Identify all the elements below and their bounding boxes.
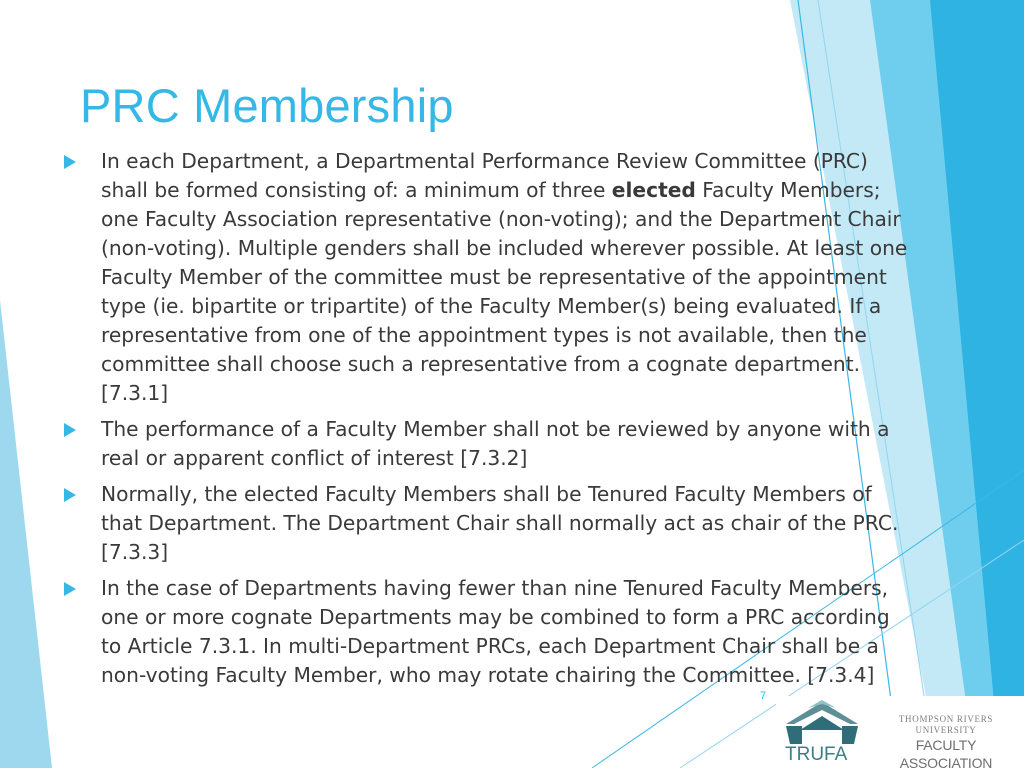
logo-wordmark: TRUFA	[785, 744, 848, 765]
bullet-arrow-icon	[64, 582, 76, 596]
bullet-item	[62, 415, 912, 473]
left-accent-shape	[0, 300, 52, 768]
bullet-emphasis: elected	[611, 178, 696, 202]
bullet-list	[62, 147, 912, 697]
bullet-text: In each Department, a Departmental Performance Review Committee (PRC) shall be formed consisting of: a minimum of three	[101, 149, 868, 202]
trufa-logo	[776, 696, 1024, 771]
bullet-arrow-icon	[64, 488, 76, 502]
bullet-arrow-icon	[64, 155, 76, 169]
org-name-line: UNIVERSITY	[915, 725, 977, 735]
trufa-logo-icon	[782, 698, 862, 746]
slide-title: PRC Membership	[80, 79, 454, 132]
bullet-item	[62, 147, 912, 408]
bullet-text: In the case of Departments having fewer than nine Tenured Faculty Members, one or more cognate Departments may be combined to form a PRC according to Article 7.3.1. In multi-Department PRCs, each Department Chair shall be a non-voting Faculty Member, who may rotate chairing the Committee. [7.3.4]	[101, 576, 890, 687]
org-name-line: FACULTY ASSOCIATION	[899, 737, 993, 771]
bullet-item	[62, 480, 912, 567]
organization-name	[870, 714, 1022, 772]
bullet-item	[62, 574, 912, 690]
page-number: 7	[760, 690, 767, 702]
bullet-text: The performance of a Faculty Member shall not be reviewed by anyone with a real or apparent conflict of interest [7.3.2]	[101, 417, 890, 470]
bullet-arrow-icon	[64, 423, 76, 437]
bullet-text: Normally, the elected Faculty Members shall be Tenured Faculty Members of that Department. The Department Chair shall normally act as chair of the PRC. [7.3.3]	[101, 482, 899, 564]
bullet-text: Faculty Members; one Faculty Association representative (non-voting); and the Department Chair (non-voting). Multiple genders shall be included wherever possible. At least one Faculty Member of the committee must be representative of the appointment type (ie. bipartite or tripartite) of the Faculty Member(s) being evaluated. If a representative from one of the appointment types is not available, then the committee shall choose such a representative from a cognate department.[7.3.1]	[101, 178, 908, 405]
org-name-line: THOMPSON RIVERS	[898, 714, 994, 724]
